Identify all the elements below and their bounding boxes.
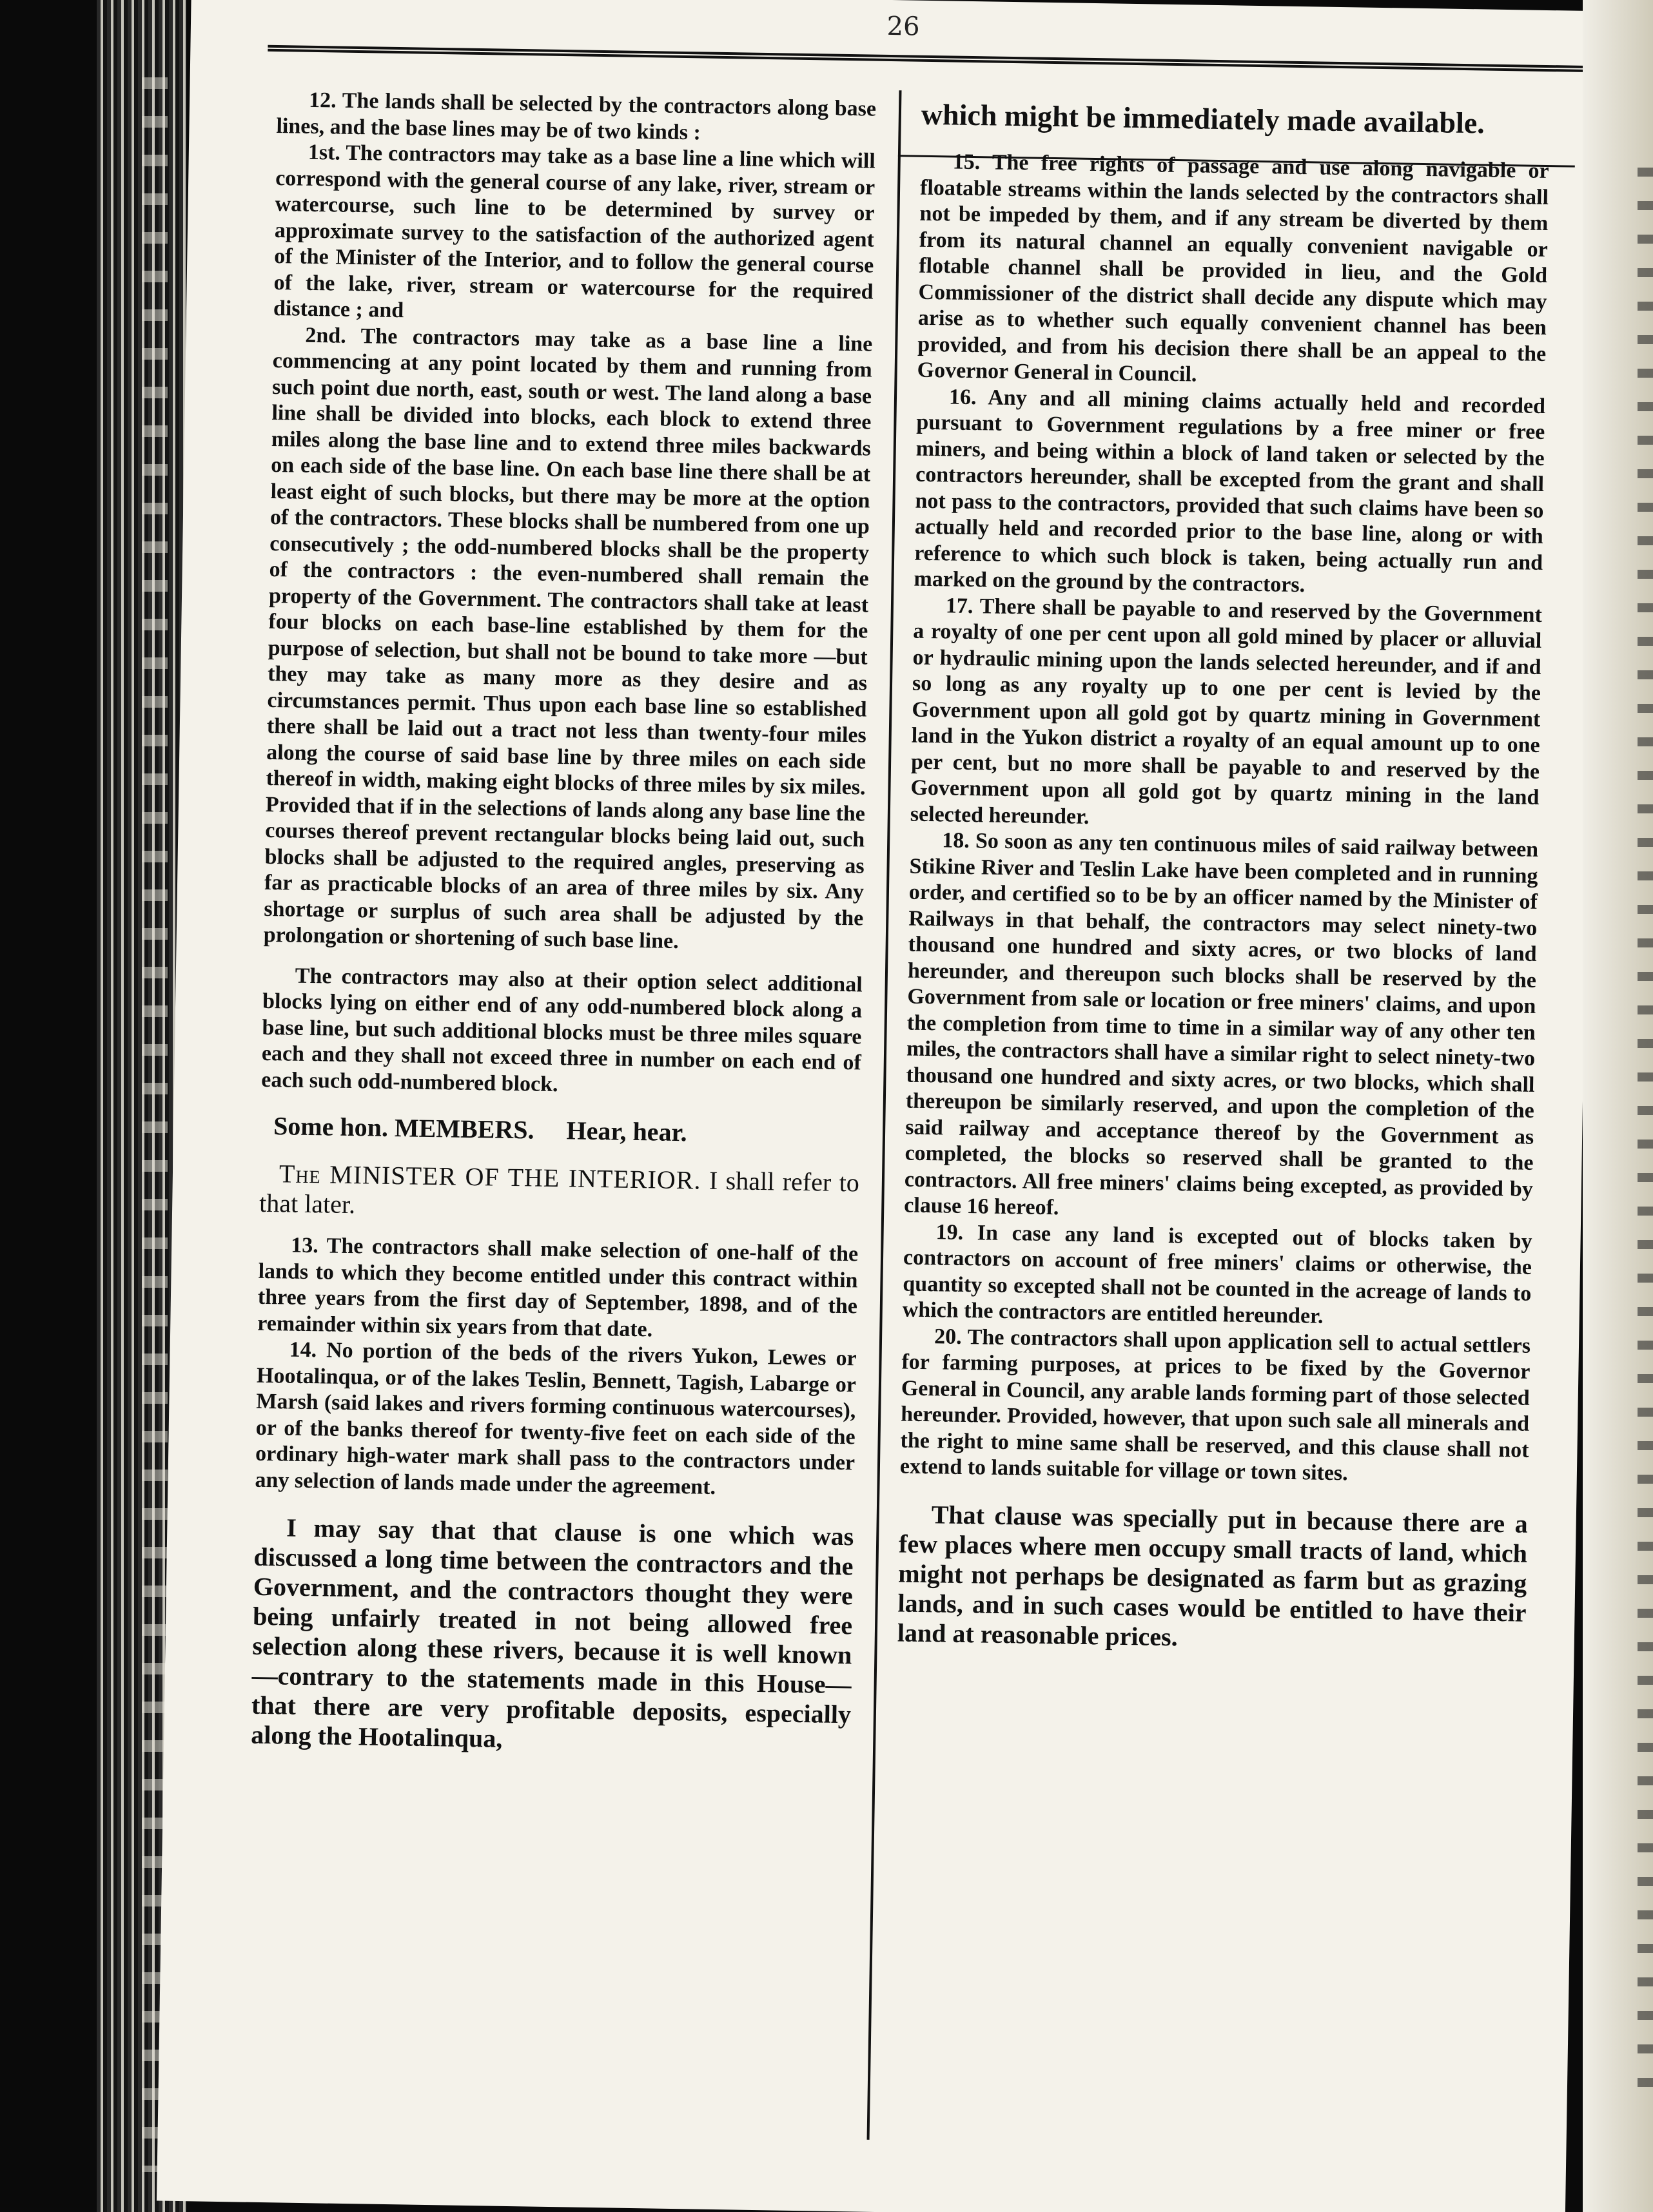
clause-15: 15. The free rights of passage and use along navigable or floatable streams within the lands selected by the contractors shall not be impeded by them, and if any stream be diverted by them from its natural channel an equally convenient navigable or flotable channel shall be provided in lieu, and the Gold Commissioner of the district shall decide any dispute which may arise as to whether such equally convenient channel has been provided, and from his decision there shall be an appeal to the Governor General in Council. (917, 150, 1549, 387)
right-column (897, 97, 1550, 1658)
members-speaker: Some hon. MEMBERS. (273, 1111, 534, 1145)
clause-17: 17. There shall be payable to and reserved by the Government a royalty of one per cent upon all gold mined by placer or alluvial or hydraulic mining upon the lands selected hereunder, and if and so long as any royalty up to one per cent is levied by the Government upon all gold got by quartz mining in Government land in the Yukon district a royalty of an equal amount up to one per cent, but no more shall be payable to and reserved by the Government upon all gold got by quartz mining in the land selected hereunder. (910, 593, 1543, 829)
continuation-line: which might be immediately made available. (921, 97, 1485, 140)
left-column (251, 87, 876, 1759)
clause-12-option: The contractors may also at their option select additional blocks lying on either end of any odd-numbered block along a base line, but such additional blocks must be three miles square each and they shall not exceed three in number on each end of each such odd-numbered block. (260, 964, 863, 1096)
minister-statement (259, 1159, 859, 1228)
header-double-rule (268, 45, 1583, 72)
members-interjection (260, 1110, 861, 1152)
right-commentary: That clause was specially put in because there are a few places where men occupy small tracts of land, which might not perhaps be designated as farm but as grazing lands, and in such cases would be entitled to have their land at reasonable prices. (897, 1499, 1529, 1651)
minister-speaker: The MINISTER OF THE INTERIOR. (279, 1159, 701, 1195)
clause-12-intro: 12. The lands shall be selected by the contractors along base lines, and the base lines may be of two kinds : (276, 88, 877, 144)
clause-12-first: 1st. The contractors may take as a base line a line which will correspond with the general course of any lake, river, stream or watercourse, such line to be determined by survey or approximate survey to the satisfaction of the authorized agent of the Minister of the Interior, and to follow the general course of the lake, river, stream or watercourse for the required distance ; and (273, 140, 876, 323)
clause-14: 14. No portion of the beds of the rivers Yukon, Lewes or Hootalinqua, or of the lakes Teslin, Bennett, Tagish, Labarge or Marsh (said lakes and rivers forming continuous watercourses), or of the banks thereof for twenty-five feet on each side of the ordinary high-water mark shall pass to the contractors under any selection of lands made under the agreement. (255, 1337, 857, 1499)
clause-20: 20. The contractors shall upon application sell to actual settlers for farming purposes, at prices to be fixed by the Governor General in Council, any arable lands forming part of those selected hereunder. Provided, however, that upon such sale all minerals and the right to mine same shall be reserved, and this clause shall not extend to lands suitable for village or town sites. (899, 1324, 1531, 1486)
clause-12-second: 2nd. The contractors may take as a base line a line commencing at any point located by them and running from such point due north, east, south or west. The land along a base line shall be divided into blocks, each block to extend three miles along the base line and to extend three miles backwards on each side of the base line. On each base line there shall be at least eight of such blocks, but there may be more at the option of the contractors. These blocks shall be numbered from one up consecutively ; the odd-numbered blocks shall be the property of the contractors : the even-numbered shall remain the property of the Government. The contractors shall take at least four blocks on each base-line established by them for the purpose of selection, but shall not be bound to take more —but they may take as many more as they desire and as circumstances permit. Thus upon each base line so established there shall be laid out a tract not less than twenty-four miles along the course of said base line by three miles on each side thereof in width, making eight blocks of three miles by six miles. Provided that if in the selections of lands along any base line the courses thereof prevent rectangular blocks being laid out, such blocks shall be adjusted to the required angles, preserving as far as practicable blocks of an area of three miles by six. Any shortage or surplus of such area shall be adjusted by the prolongation or shortening of such base line. (263, 323, 873, 953)
document-page (157, 0, 1600, 2212)
clause-19: 19. In case any land is excepted out of blocks taken by contractors on account of free miners' claims or otherwise, the quantity so excepted shall not be counted in the acreage of lands to which the contractors are entitled hereunder. (902, 1219, 1532, 1328)
facing-page-text-fragments (1638, 168, 1653, 2101)
minister-remark: I shall refer to that later. (259, 1165, 860, 1219)
page-number: 26 (886, 11, 920, 42)
members-remark: Hear, hear. (566, 1116, 687, 1147)
clause-13: 13. The contractors shall make selection of one-half of the lands to which they become entitled under this contract within three years from the first day of September, 1898, and of the remainder within six years from that date. (257, 1233, 859, 1341)
column-divider (867, 90, 902, 2140)
clause-16: 16. Any and all mining claims actually held and recorded pursuant to Government regulations by a free miner or free miners, and being within a block of land taken or selected by the contractors hereunder, shall be excepted from the grant and shall not pass to the contractors, provided that such claims have been so actually held and recorded prior to the base line, along or with reference to which such block is taken, being actually run and marked on the ground by the contractors. (914, 384, 1546, 597)
left-commentary: I may say that that clause is one which was discussed a long time between the contractors and the Government, and the contractors thought they were being unfairly treated in not being allowed free selection along these rivers, because it is well known —contrary to the statements made in this House—that there are very profitable deposits, especially along the Hootalinqua, (250, 1513, 854, 1753)
clause-18: 18. So soon as any ten continuous miles of said railway between Stikine River and Teslin Lake have been completed and in running order, and certified so to be by an officer named by the Minister of Railways in that behalf, the contractors may select ninety-two thousand one hundred and sixty acres, or two blocks of land hereunder, and thereupon such blocks shall be reserved by the Government from sale or location or free miners' claims, and upon the completion from time to time in a similar way of any other ten miles, the contractors shall have a similar right to select ninety-two thousand one hundred and sixty acres, or two blocks, which shall thereupon be similarly reserved, and upon the completion of the said railway and acceptance thereof by the Government as completed, the blocks so reserved shall be granted to the contractors. All free miners' claims being excepted, as provided by clause 16 hereof. (904, 828, 1539, 1220)
